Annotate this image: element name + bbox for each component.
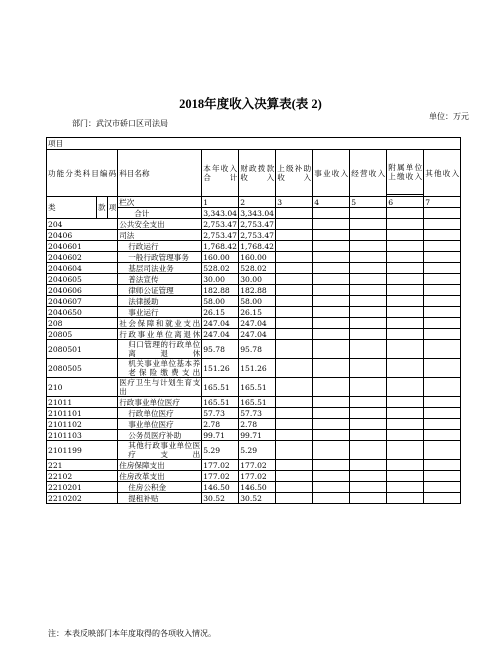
row-total-income: 2,753.47 (203, 230, 238, 240)
empty-cell (350, 219, 387, 230)
empty-cell (387, 482, 424, 493)
table-row (47, 460, 461, 471)
empty-cell (387, 441, 424, 460)
empty-cell (387, 230, 424, 241)
col-number-7: 7 (424, 197, 461, 208)
row-fiscal-income: 30.00 (239, 274, 276, 285)
row-total-income: 95.78 (202, 340, 239, 359)
empty-cell (424, 252, 461, 263)
row-subject-name: 机关事业单位基本养老保险缴费支出 (118, 359, 202, 378)
empty-cell (313, 441, 350, 460)
row-code: 210 (47, 378, 118, 397)
header-kind: 类 (47, 197, 97, 219)
empty-cell (350, 318, 387, 329)
row-subject-name: 提租补贴 (118, 493, 202, 504)
row-code: 2040650 (47, 307, 118, 318)
row-subject-name: 行政事业单位离退休 (119, 329, 201, 339)
row-total-income: 165.51 (202, 397, 239, 408)
row-subject-name: 司法 (118, 230, 202, 241)
header-col-6: 附属单位上缴收入 (387, 150, 424, 195)
header-row-columns (47, 150, 461, 195)
row-code: 2040605 (47, 274, 118, 285)
empty-cell (276, 296, 313, 307)
total-value-1: 3,343.04 (203, 208, 238, 218)
row-total-income: 2,753.47 (203, 219, 238, 229)
empty-cell (387, 318, 424, 329)
row-total-income: 247.04 (202, 318, 239, 329)
row-subject-name: 社会保障和就业支出 (119, 318, 201, 328)
empty-cell (276, 482, 313, 493)
header-func-code: 功能分类科目编码 (47, 150, 118, 197)
empty-cell (313, 307, 350, 318)
table-row (47, 307, 461, 318)
row-subject-name: 法律援助 (118, 296, 202, 307)
empty-cell (387, 430, 424, 441)
row-total-income: 165.51 (202, 378, 239, 397)
table-row (47, 419, 461, 430)
header-col-3: 上级补助收入 (276, 150, 313, 197)
empty-cell (313, 329, 350, 340)
row-fiscal-income: 2,753.47 (240, 230, 275, 240)
table-row (47, 408, 461, 419)
empty-cell (313, 219, 350, 230)
empty-cell (424, 471, 461, 482)
header-col-7: 其他收入 (424, 150, 461, 197)
empty-cell (276, 471, 313, 482)
row-total-income: 99.71 (202, 430, 239, 441)
empty-cell (276, 378, 313, 397)
footnote: 注：本表反映部门本年度取得的各项收入情况。 (48, 629, 216, 638)
empty-cell (276, 340, 313, 359)
row-fiscal-income: 247.04 (239, 329, 276, 340)
header-col-index: 栏次 (118, 197, 202, 208)
table-row (47, 318, 461, 329)
row-total-income: 30.00 (202, 274, 239, 285)
col-number-1: 1 (202, 197, 239, 208)
row-fiscal-income: 247.04 (239, 318, 276, 329)
empty-cell (313, 482, 350, 493)
empty-cell (313, 340, 350, 359)
empty-cell (387, 471, 424, 482)
empty-cell (276, 460, 313, 471)
row-code: 208 (47, 318, 118, 329)
empty-cell (424, 340, 461, 359)
page-title: 2018年度收入决算表(表 2) (179, 97, 322, 111)
empty-cell (313, 285, 350, 296)
row-code: 2040606 (47, 285, 118, 296)
row-code: 2080501 (47, 340, 118, 359)
empty-cell (424, 241, 461, 252)
table-row (47, 397, 461, 408)
empty-cell (350, 441, 387, 460)
empty-cell (424, 230, 461, 241)
empty-cell (276, 408, 313, 419)
row-fiscal-income: 2.78 (239, 419, 276, 430)
header-col-1: 本年收入合计 (202, 150, 239, 197)
empty-cell (424, 329, 461, 340)
empty-cell (424, 318, 461, 329)
empty-cell (350, 359, 387, 378)
table-row (47, 296, 461, 307)
row-total-income: 146.50 (202, 482, 239, 493)
table-row (47, 359, 461, 378)
empty-cell (350, 408, 387, 419)
empty-cell (276, 274, 313, 285)
table-row (47, 241, 461, 252)
row-code: 2101199 (47, 441, 118, 460)
row-fiscal-income: 151.26 (239, 359, 276, 378)
table-row (47, 493, 461, 504)
empty-cell (387, 378, 424, 397)
row-subject-name: 事业运行 (118, 307, 202, 318)
empty-cell (350, 285, 387, 296)
empty-cell (387, 329, 424, 340)
row-subject-name: 公共安全支出 (118, 219, 202, 230)
row-fiscal-income: 95.78 (239, 340, 276, 359)
table-row (47, 263, 461, 274)
empty-cell (387, 493, 424, 504)
row-fiscal-income: 177.02 (239, 471, 276, 482)
income-table (46, 137, 461, 504)
empty-cell (313, 252, 350, 263)
empty-cell (424, 408, 461, 419)
table-row (47, 274, 461, 285)
table-row (47, 482, 461, 493)
row-code: 2210202 (47, 493, 118, 504)
row-total-income: 26.15 (202, 307, 239, 318)
empty-cell (387, 307, 424, 318)
col-number-6: 6 (387, 197, 424, 208)
empty-cell (350, 263, 387, 274)
row-subject-name: 住房改革支出 (118, 471, 202, 482)
header-col-5: 经营收入 (350, 150, 387, 197)
row-fiscal-income: 58.00 (239, 296, 276, 307)
row-fiscal-income: 146.50 (239, 482, 276, 493)
row-subject-name: 其他行政事业单位医疗支出 (118, 441, 202, 460)
row-code: 22102 (47, 471, 118, 482)
empty-cell (424, 296, 461, 307)
row-total-income: 528.02 (202, 263, 239, 274)
header-subject-name: 科目名称 (118, 150, 202, 197)
empty-cell (387, 263, 424, 274)
empty-cell (387, 408, 424, 419)
row-fiscal-income: 177.02 (239, 460, 276, 471)
row-total-income: 58.00 (202, 296, 239, 307)
row-code: 21011 (47, 397, 118, 408)
empty-cell (424, 430, 461, 441)
empty-cell (387, 274, 424, 285)
empty-cell (424, 274, 461, 285)
col-number-4: 4 (313, 197, 350, 208)
row-subject-name: 医疗卫生与计划生育支出 (119, 378, 201, 396)
row-total-income: 2.78 (202, 419, 239, 430)
row-subject-name: 行政运行 (118, 241, 202, 252)
empty-cell (350, 460, 387, 471)
row-code: 2040604 (47, 263, 118, 274)
empty-cell (387, 296, 424, 307)
empty-cell (350, 329, 387, 340)
table-row (47, 329, 461, 340)
empty-cell (313, 274, 350, 285)
row-total-income: 177.02 (202, 471, 239, 482)
table-row (47, 285, 461, 296)
empty-cell (350, 340, 387, 359)
header-row-index (47, 197, 461, 208)
table-row (47, 230, 461, 241)
empty-cell (350, 296, 387, 307)
empty-cell (313, 318, 350, 329)
row-total-income: 151.26 (202, 359, 239, 378)
empty-cell (313, 471, 350, 482)
empty-cell (387, 241, 424, 252)
total-label: 合计 (118, 208, 202, 219)
table-row (47, 471, 461, 482)
row-fiscal-income: 5.29 (239, 441, 276, 460)
row-total-income: 5.29 (202, 441, 239, 460)
row-subject-name: 普法宣传 (118, 274, 202, 285)
empty-cell (276, 493, 313, 504)
table-row (47, 441, 461, 460)
empty-cell (387, 419, 424, 430)
empty-cell (424, 359, 461, 378)
empty-cell (276, 307, 313, 318)
empty-cell (350, 482, 387, 493)
empty-cell (276, 241, 313, 252)
empty-cell (276, 252, 313, 263)
row-code: 2040602 (47, 252, 118, 263)
row-code: 221 (47, 460, 118, 471)
header-item: 项 (107, 197, 118, 219)
header-col-2: 财政拨款收入 (239, 150, 276, 197)
empty-cell (387, 285, 424, 296)
row-subject-name: 行政事业单位医疗 (118, 397, 202, 408)
unit-label: 单位：万元 (429, 112, 469, 121)
header-row-project (47, 138, 461, 150)
empty-cell (387, 340, 424, 359)
row-fiscal-income: 30.52 (239, 493, 276, 504)
row-subject-name: 事业单位医疗 (118, 419, 202, 430)
table-row (47, 340, 461, 359)
empty-cell (350, 419, 387, 430)
empty-cell (387, 252, 424, 263)
empty-cell (276, 419, 313, 430)
row-code: 2080505 (47, 359, 118, 378)
row-total-income: 57.73 (202, 408, 239, 419)
table-row (47, 219, 461, 230)
empty-cell (424, 441, 461, 460)
empty-cell (387, 397, 424, 408)
row-subject-name: 归口管理的行政单位离退休 (118, 340, 202, 359)
empty-cell (313, 460, 350, 471)
header-col-4: 事业收入 (313, 150, 350, 197)
empty-cell (424, 397, 461, 408)
row-code: 2101103 (47, 430, 118, 441)
table-row (47, 378, 461, 397)
empty-cell (387, 460, 424, 471)
table-row (47, 430, 461, 441)
empty-cell (424, 419, 461, 430)
empty-cell (276, 397, 313, 408)
table-row (47, 252, 461, 263)
empty-cell (387, 359, 424, 378)
row-code: 20406 (47, 230, 118, 241)
total-value-2: 3,343.04 (240, 208, 275, 218)
row-total-income: 177.02 (202, 460, 239, 471)
row-total-income: 30.52 (202, 493, 239, 504)
row-subject-name: 公务员医疗补助 (118, 430, 202, 441)
row-code: 2210201 (47, 482, 118, 493)
header-project: 项目 (47, 138, 461, 150)
empty-cell (313, 430, 350, 441)
empty-cell (276, 329, 313, 340)
row-total-income: 182.88 (202, 285, 239, 296)
empty-cell (350, 252, 387, 263)
row-code: 2040607 (47, 296, 118, 307)
empty-cell (313, 419, 350, 430)
row-subject-name: 住房公积金 (118, 482, 202, 493)
empty-cell (350, 493, 387, 504)
empty-cell (424, 219, 461, 230)
empty-cell (276, 318, 313, 329)
empty-cell (350, 378, 387, 397)
row-subject-name: 行政单位医疗 (118, 408, 202, 419)
row-subject-name: 一般行政管理事务 (118, 252, 202, 263)
empty-cell (276, 441, 313, 460)
row-code: 2101101 (47, 408, 118, 419)
row-code: 2101102 (47, 419, 118, 430)
empty-cell (313, 493, 350, 504)
col-number-2: 2 (239, 197, 276, 208)
empty-cell (424, 378, 461, 397)
empty-cell (424, 285, 461, 296)
row-fiscal-income: 26.15 (239, 307, 276, 318)
row-code: 20805 (47, 329, 118, 340)
empty-cell (313, 230, 350, 241)
row-fiscal-income: 165.51 (239, 397, 276, 408)
empty-cell (350, 471, 387, 482)
row-fiscal-income: 160.00 (239, 252, 276, 263)
empty-cell (424, 307, 461, 318)
empty-cell (350, 307, 387, 318)
row-subject-name: 基层司法业务 (118, 263, 202, 274)
row-subject-name: 律师公证管理 (118, 285, 202, 296)
empty-cell (424, 460, 461, 471)
empty-cell (350, 230, 387, 241)
empty-cell (424, 493, 461, 504)
empty-cell (387, 219, 424, 230)
row-fiscal-income: 2,753.47 (240, 219, 275, 229)
department-label: 部门：武汉市硚口区司法局 (72, 119, 168, 128)
empty-cell (350, 397, 387, 408)
empty-cell (276, 430, 313, 441)
row-fiscal-income: 1,768.42 (240, 241, 275, 251)
row-fiscal-income: 99.71 (239, 430, 276, 441)
row-fiscal-income: 57.73 (239, 408, 276, 419)
empty-cell (313, 359, 350, 378)
row-subject-name: 住房保障支出 (118, 460, 202, 471)
empty-cell (350, 241, 387, 252)
empty-cell (313, 241, 350, 252)
header-section: 款 (97, 197, 108, 219)
empty-cell (276, 219, 313, 230)
row-total-income: 1,768.42 (203, 241, 238, 251)
row-fiscal-income: 528.02 (239, 263, 276, 274)
empty-cell (424, 482, 461, 493)
row-total-income: 247.04 (202, 329, 239, 340)
row-fiscal-income: 182.88 (239, 285, 276, 296)
empty-cell (424, 263, 461, 274)
row-code: 2040601 (47, 241, 118, 252)
empty-cell (276, 359, 313, 378)
empty-cell (276, 230, 313, 241)
empty-cell (276, 263, 313, 274)
row-code: 204 (47, 219, 118, 230)
col-number-3: 3 (276, 197, 313, 208)
empty-cell (350, 430, 387, 441)
empty-cell (313, 378, 350, 397)
col-number-5: 5 (350, 197, 387, 208)
row-total-income: 160.00 (202, 252, 239, 263)
empty-cell (313, 263, 350, 274)
row-fiscal-income: 165.51 (239, 378, 276, 397)
empty-cell (276, 285, 313, 296)
empty-cell (313, 397, 350, 408)
empty-cell (313, 408, 350, 419)
empty-cell (313, 296, 350, 307)
empty-cell (350, 274, 387, 285)
